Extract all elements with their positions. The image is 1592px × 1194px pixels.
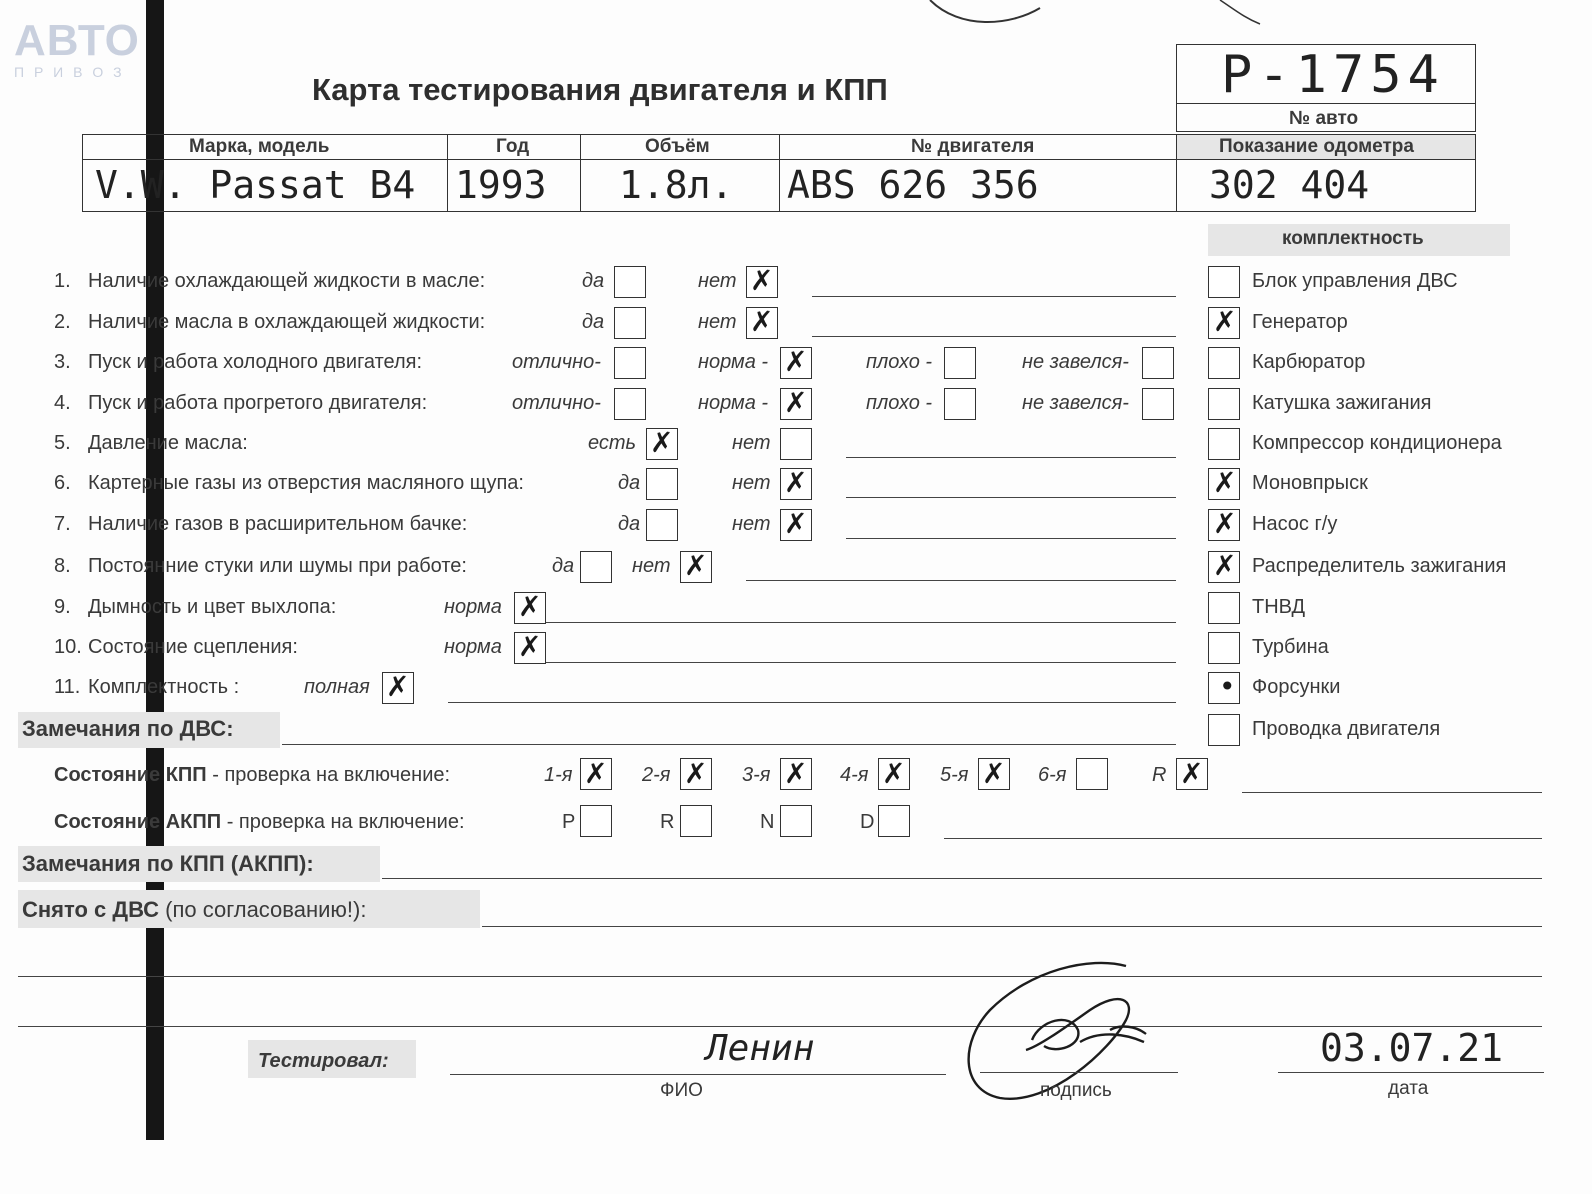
removed-label-rest: (по согласованию!): [159,897,367,922]
opt-ploho-4: плохо - [866,392,933,414]
check-mark: ✗ [784,507,808,540]
checkbox-ploho-4[interactable] [944,388,976,420]
check-label-8: Постоянние стуки или шумы при работе: [88,555,467,577]
notes-line-7 [846,538,1176,539]
value-volume: 1.8л. [619,163,734,207]
equipment-label-2: Генератор [1252,311,1348,333]
equipment-checkbox-4[interactable] [1208,388,1240,420]
opt-otlichno-3: отлично- [512,351,601,373]
checkbox-norma-4[interactable] [780,388,812,420]
opt-otlichno-4: отлично- [512,392,601,414]
check-label-2: Наличие масла в охлаждающей жидкости: [88,311,486,333]
gear-label-5: 5-я [940,764,969,786]
fio-line [450,1074,946,1075]
gear-label-2: 2-я [642,764,671,786]
gear-label-3: 3-я [742,764,771,786]
opt-ne-zavelsya-4: не завелся- [1022,392,1129,414]
akpp-label-r: R [660,811,675,833]
opt-da-1: да [582,270,605,292]
equipment-checkbox-3[interactable] [1208,347,1240,379]
opt-polnaya-11: полная [304,676,370,698]
checkbox-da-8[interactable] [580,551,612,583]
opt-norma-3: норма - [698,351,769,373]
check-num-5: 5. [54,432,71,454]
remarks-gearbox-label: Замечания по КПП (АКПП): [22,851,314,876]
check-mark: ✗ [784,345,808,378]
gear-label-r: R [1152,764,1167,786]
value-odometer: 302 404 [1209,163,1370,207]
checkbox-ne-zavelsya-3[interactable] [1142,347,1174,379]
removed-line-2 [18,976,1542,977]
car-number-handwritten: P-1754 [1221,45,1445,105]
check-mark: ✗ [784,466,808,499]
equipment-checkbox-8[interactable]: ✗ [1208,551,1240,583]
akpp-notes-line [944,838,1542,839]
notes-line-6 [846,497,1176,498]
gear-checkbox-6[interactable] [1076,758,1108,790]
equipment-checkbox-2[interactable]: ✗ [1208,307,1240,339]
equipment-label-11: Форсунки [1252,676,1341,698]
gearbox-label-bold: Состояние КПП [54,764,207,786]
checkbox-da-1[interactable] [614,266,646,298]
notes-line-8 [746,580,1176,581]
col-header-year: Год [496,136,530,157]
check-mark: ✗ [518,590,542,623]
check-num-2: 2. [54,311,71,333]
check-mark: ✗ [784,386,808,419]
value-engine-no: ABS 626 356 [787,163,1039,207]
remarks-engine-label: Замечания по ДВС: [22,716,234,741]
header-table [82,134,1476,212]
akpp-checkbox-d[interactable] [878,805,910,837]
opt-norma-9: норма [444,596,502,618]
checkbox-net-8[interactable] [680,551,712,583]
equipment-checkbox-1[interactable] [1208,266,1240,298]
check-mark: ✗ [750,305,774,338]
equipment-title: комплектность [1282,228,1424,249]
check-num-8: 8. [54,555,71,577]
checkbox-net-5[interactable] [780,428,812,460]
auto-gearbox-label [54,811,465,834]
opt-net-5: нет [732,432,771,454]
notes-line-1 [812,296,1176,297]
auto-gearbox-label-bold: Состояние АКПП [54,811,222,833]
opt-da-6: да [618,472,641,494]
check-label-5: Давление масла: [88,432,248,454]
remarks-engine-line [282,744,1176,745]
equipment-label-4: Катушка зажигания [1252,392,1432,414]
date-caption: дата [1388,1078,1429,1099]
checkbox-norma-9[interactable] [514,592,546,624]
notes-line-11 [448,702,1176,703]
check-num-10: 10. [54,636,82,658]
opt-net-7: нет [732,513,771,535]
gear-label-4: 4-я [840,764,869,786]
akpp-checkbox-p[interactable] [580,805,612,837]
tester-name-handwritten: Ленин [706,1028,815,1069]
check-label-9: Дымность и цвет выхлопа: [88,596,337,618]
value-year: 1993 [455,163,547,207]
gear-checkbox-4[interactable]: ✗ [878,758,910,790]
checkbox-est-5[interactable] [646,428,678,460]
equipment-label-12: Проводка двигателя [1252,718,1441,740]
gear-checkbox-3[interactable]: ✗ [780,758,812,790]
equipment-label-9: ТНВД [1252,596,1306,618]
col-header-model: Марка, модель [189,136,330,157]
check-label-1: Наличие охлаждающей жидкости в масле: [88,270,486,292]
avtoprivoz-logo [14,18,146,80]
check-mark: ✗ [750,264,774,297]
date-handwritten: 03.07.21 [1320,1026,1504,1070]
check-label-11: Комплектность : [88,676,240,698]
logo-sub: П Р И В О З [14,64,125,80]
checkbox-polnaya-11[interactable] [382,672,414,704]
check-label-10: Состояние сцепления: [88,636,298,658]
opt-ne-zavelsya-3: не завелся- [1022,351,1129,373]
akpp-label-p: P [562,811,576,833]
equipment-checkbox-9[interactable] [1208,592,1240,624]
equipment-label-7: Насос г/у [1252,513,1338,535]
tested-by-label: Тестировал: [258,1050,389,1072]
equipment-checkbox-12[interactable] [1208,714,1240,746]
checkbox-da-7[interactable] [646,509,678,541]
akpp-label-d: D [860,811,875,833]
equipment-checkbox-11[interactable]: • [1208,672,1240,704]
opt-net-2: нет [698,311,737,333]
logo-main: АВТО [14,16,140,65]
check-num-7: 7. [54,513,71,535]
opt-da-7: да [618,513,641,535]
checkbox-da-2[interactable] [614,307,646,339]
checkbox-net-6[interactable] [780,468,812,500]
checkbox-da-6[interactable] [646,468,678,500]
checkbox-otlichno-3[interactable] [614,347,646,379]
car-number-label: № авто [1289,108,1359,129]
car-number-box [1176,44,1476,132]
checkbox-net-2[interactable] [746,307,778,339]
remarks-gearbox-line [382,878,1542,879]
notes-line-2 [812,336,1176,337]
equipment-checkbox-7[interactable]: ✗ [1208,509,1240,541]
checkbox-norma-3[interactable] [780,347,812,379]
check-num-1: 1. [54,270,71,292]
opt-da-2: да [582,311,605,333]
notes-line-5 [846,457,1176,458]
scan-artifact-top [920,0,1280,30]
gear-label-1: 1-я [544,764,573,786]
col-header-odometer: Показание одометра [1219,136,1414,157]
check-num-3: 3. [54,351,71,373]
removed-label-bold: Снято с ДВС [22,897,160,922]
removed-line-3 [18,1026,1542,1027]
check-mark: ✗ [518,630,542,663]
checkbox-otlichno-4[interactable] [614,388,646,420]
opt-norma-10: норма [444,636,502,658]
removed-line-1 [482,926,1542,927]
check-label-7: Наличие газов в расширительном бачке: [88,513,468,535]
opt-est-5: есть [588,432,637,454]
check-num-11: 11. [54,676,81,698]
value-model: V.W. Passat B4 [95,163,416,207]
check-mark: ✗ [386,670,410,703]
signature-caption: подпись [1040,1080,1112,1101]
equipment-checkbox-10[interactable] [1208,632,1240,664]
equipment-label-5: Компрессор кондиционера [1252,432,1502,454]
gear-checkbox-5[interactable]: ✗ [978,758,1010,790]
fio-caption: ФИО [660,1080,703,1101]
akpp-label-n: N [760,811,775,833]
check-num-9: 9. [54,596,71,618]
checkbox-ploho-3[interactable] [944,347,976,379]
akpp-checkbox-n[interactable] [780,805,812,837]
gearbox-label-rest: - проверка на включение: [206,764,451,786]
opt-norma-4: норма - [698,392,769,414]
checkbox-ne-zavelsya-4[interactable] [1142,388,1174,420]
gear-checkbox-r[interactable]: ✗ [1176,758,1208,790]
col-header-engine-no: № двигателя [911,136,1035,157]
gearbox-label [54,764,450,787]
equipment-label-3: Карбюратор [1252,351,1366,373]
gear-label-6: 6-я [1038,764,1067,786]
check-num-6: 6. [54,472,71,494]
opt-da-8: да [552,555,575,577]
opt-net-1: нет [698,270,737,292]
removed-label [22,897,366,923]
auto-gearbox-label-rest: - проверка на включение: [221,811,465,833]
opt-net-6: нет [732,472,771,494]
check-num-4: 4. [54,392,71,414]
check-mark: ✗ [684,549,708,582]
akpp-checkbox-r[interactable] [680,805,712,837]
date-line [1278,1072,1544,1073]
gearbox-notes-line [1242,792,1542,793]
equipment-checkbox-6[interactable]: ✗ [1208,468,1240,500]
notes-line-10 [546,662,1176,663]
equipment-checkbox-5[interactable] [1208,428,1240,460]
check-label-6: Картерные газы из отверстия масляного щупа: [88,472,524,494]
notes-line-9 [546,622,1176,623]
opt-net-8: нет [632,555,671,577]
opt-ploho-3: плохо - [866,351,933,373]
checkbox-norma-10[interactable] [514,632,546,664]
equipment-label-10: Турбина [1252,636,1329,658]
equipment-label-6: Моновпрыск [1252,472,1368,494]
check-mark: ✗ [650,426,674,459]
checkbox-net-1[interactable] [746,266,778,298]
gear-checkbox-1[interactable]: ✗ [580,758,612,790]
equipment-label-8: Распределитель зажигания [1252,555,1507,577]
check-label-4: Пуск и работа прогретого двигателя: [88,392,428,414]
signature-line [980,1072,1178,1073]
checkbox-net-7[interactable] [780,509,812,541]
col-header-volume: Объём [645,136,710,157]
page-title: Карта тестирования двигателя и КПП [312,72,888,107]
equipment-label-1: Блок управления ДВС [1252,270,1458,292]
check-label-3: Пуск и работа холодного двигателя: [88,351,423,373]
gear-checkbox-2[interactable]: ✗ [680,758,712,790]
